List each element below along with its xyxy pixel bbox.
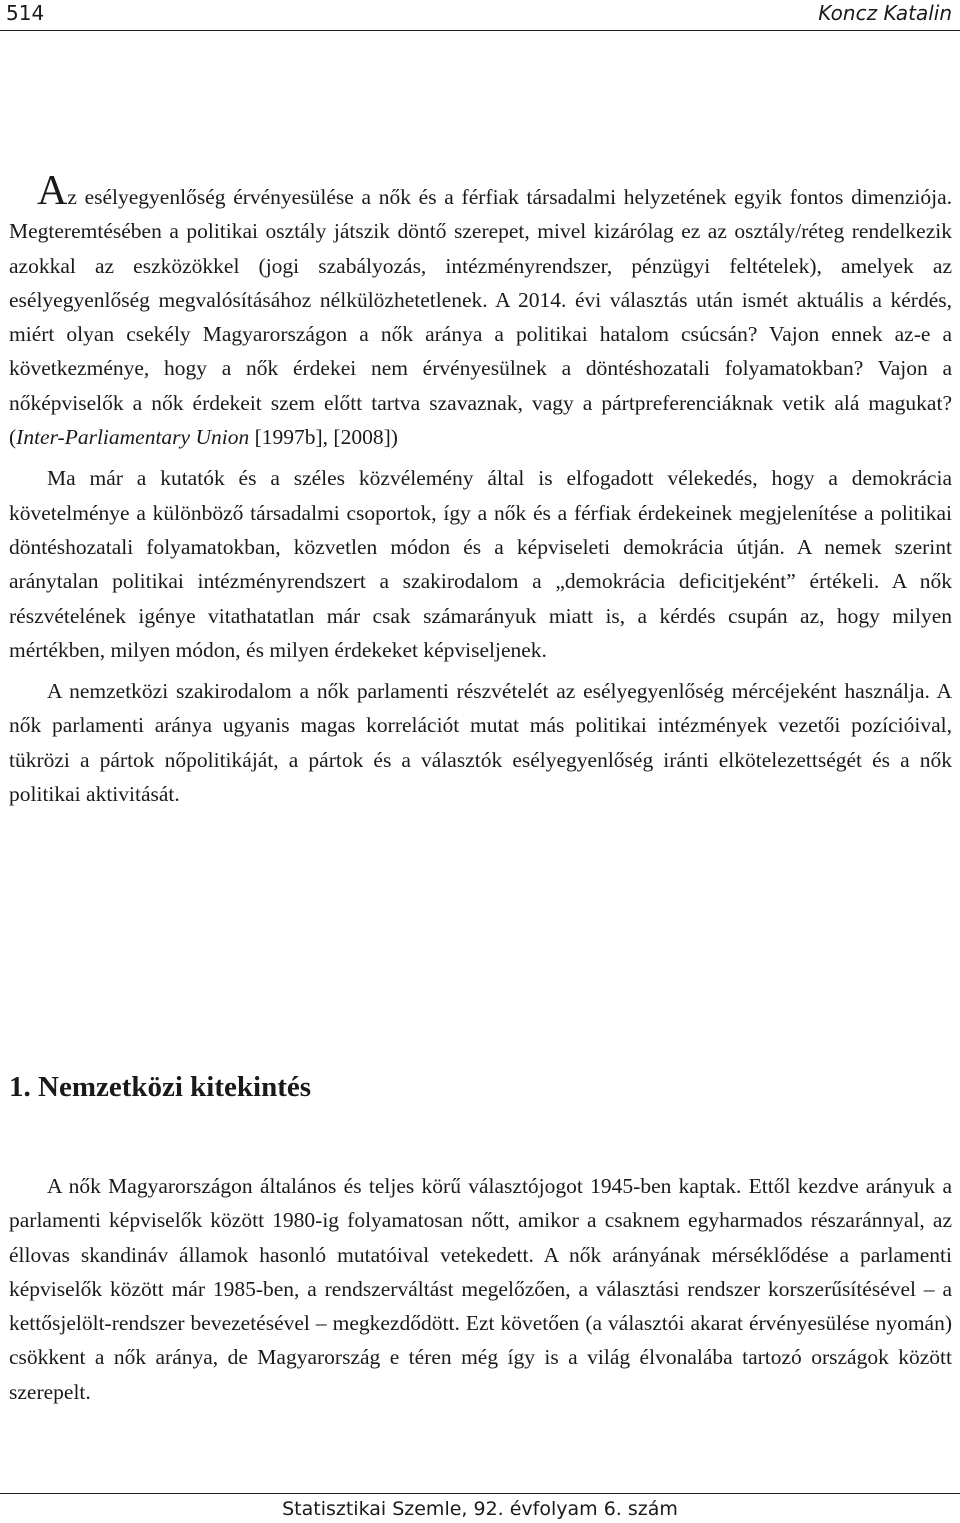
paragraph-democracy: Ma már a kutatók és a széles közvélemény által is elfogadott vélekedés, hogy a demokrácia követelménye a különböző társadalmi csoportok, így a nők és a férfiak érdekeinek megjelenítése a politikai döntéshozatali folyamatokban, közvetlen módon és a képviseleti demokrácia útján. A nemek szerint aránytalan politikai intézményrendszert a szakirodalom a „demokrácia deficitjeként” értékeli. A nők részvételének igénye vitathatatlan már csak számarányuk miatt is, a kérdés csupán az, hogy milyen mértékben, milyen módon, és milyen érdekeket képviseljenek. bbox=[9, 466, 952, 662]
paragraph-intro-text: z esélyegyenlőség érvényesülése a nők és a férfiak társadalmi helyzetének egyik fontos dimenziója. Megteremtésében a politikai osztály játszik döntő szerepet, mivel kizárólag ez az osztály/réteg rendelkezik azokkal az eszközökkel (jogi szabályozás, intézményrendszer, pénzügyi feltételek), amelyek az esélyegyenlőség megvalósításához nélkülözhetetlenek. A 2014. évi választás után ismét aktuális a kérdés, miért olyan csekély Magyarországon a nők aránya a politikai hatalom csúcsán? Vajon ennek az-e a következménye, hogy a nők érdekei nem érvényesülnek a döntéshozatali folyamatokban? Vajon a nőképviselők a nők érdekeit szem előtt tartva szavaznak, vagy a pártpreferenciáknak vetik alá magukat? ( bbox=[9, 185, 952, 450]
journal-footer: Statisztikai Szemle, 92. évfolyam 6. szám bbox=[282, 1498, 678, 1520]
page-number: 514 bbox=[6, 1, 45, 25]
header-divider bbox=[0, 30, 960, 31]
paragraph-intro bbox=[9, 168, 952, 454]
section-body bbox=[9, 1169, 952, 1409]
page-header bbox=[0, 0, 960, 32]
body-text bbox=[9, 168, 952, 811]
citation-source: Inter-Parliamentary Union bbox=[16, 425, 250, 450]
citation-years: [1997b], [2008]) bbox=[249, 425, 398, 450]
running-head-author: Koncz Katalin bbox=[818, 1, 952, 25]
paragraph-international: A nemzetközi szakirodalom a nők parlamenti részvételét az esélyegyenlőség mércéjeként használja. A nők parlamenti aránya ugyanis magas korrelációt mutat más politikai intézmények vezetői pozícióival, tükrözi a pártok nőpolitikáját, a pártok és a választók esélyegyenlőség iránti elkötelezettségét és a nők politikai aktivitását. bbox=[9, 679, 952, 807]
section-heading: 1. Nemzetközi kitekintés bbox=[9, 1071, 312, 1103]
footer-divider bbox=[0, 1493, 960, 1494]
drop-cap: A bbox=[37, 168, 68, 214]
paragraph-suffrage: A nők Magyarországon általános és teljes körű választójogot 1945-ben kaptak. Ettől kezdve arányuk a parlamenti képviselők között 1980-ig folyamatosan nőtt, amikor a csaknem egyharmados részaránnyal, az éllovas skandináv államok hasonló mutatóival vetekedett. A nők arányának mérséklődése a parlamenti képviselők között már 1985-ben, a rendszerváltást megelőzően, a választási rendszer korszerűsítésével – a kettősjelölt-rendszer bevezetésével – megkezdődött. Ezt követően (a választói akarat érvényesülése nyomán) csökkent a nők aránya, de Magyarország e téren még így is a világ élvonalába tartozó országok között szerepelt. bbox=[9, 1174, 952, 1404]
